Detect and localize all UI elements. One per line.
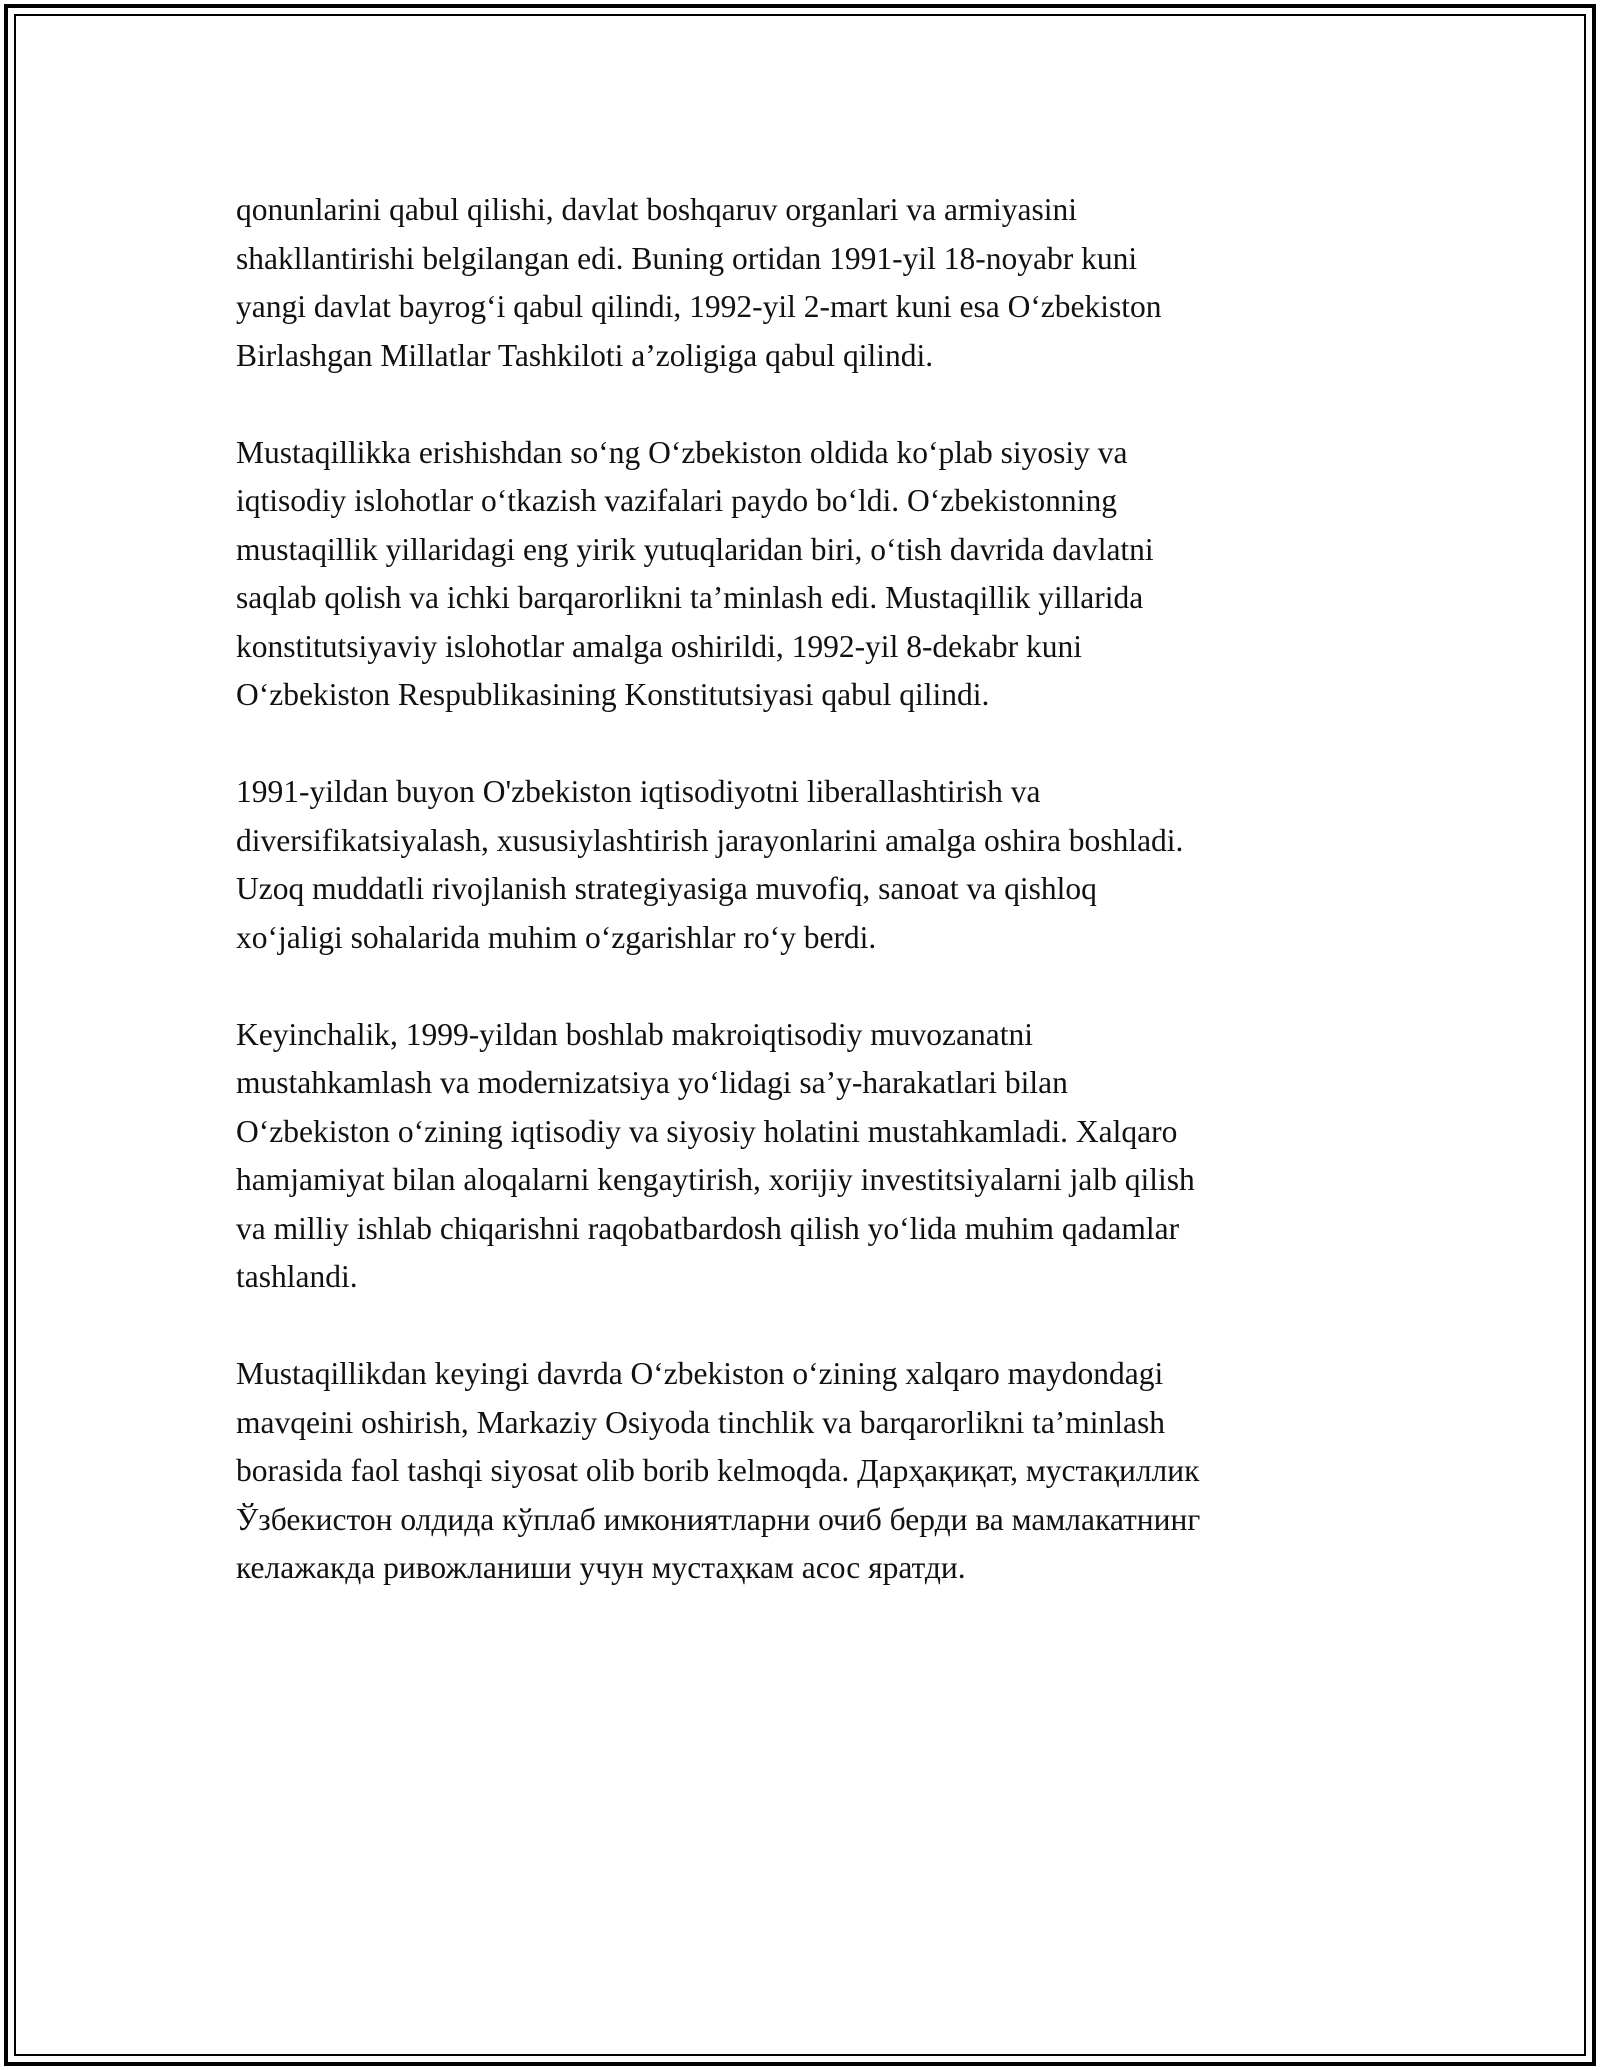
paragraph-5: Mustaqillikdan keyingi davrda O‘zbekiston o‘zining xalqaro maydondagi mavqeini oshirish, Markaziy Osiyoda tinchlik va barqarorlikni ta’minlash borasida faol tashqi siyosat olib borib kelmoqda. Дарҳақиқат, мустақиллик Ўзбекистон олдида кўплаб имкониятларни очиб берди ва мамлакатнинг келажакда ривожланиши учун мустаҳкам асос яратди. — [236, 1356, 1201, 1585]
document-body — [236, 186, 1376, 1593]
paragraph-4: Keyinchalik, 1999-yildan boshlab makroiqtisodiy muvozanatni mustahkamlash va modernizatsiya yo‘lidagi sa’y-harakatlari bilan O‘zbekiston o‘zining iqtisodiy va siyosiy holatini mustahkamladi. Xalqaro hamjamiyat bilan aloqalarni kengaytirish, xorijiy investitsiyalarni jalb qilish va milliy ishlab chiqarishni raqobatbardosh qilish yo‘lida muhim qadamlar tashlandi. — [236, 1016, 1195, 1294]
paragraph-1: qonunlarini qabul qilishi, davlat boshqaruv organlari va armiyasini shakllantirishi belgilangan edi. Buning ortidan 1991-yil 18-noyabr kuni yangi davlat bayrog‘i qabul qilindi, 1992-yil 2-mart kuni esa O‘zbekiston Birlashgan Millatlar Tashkiloti a’zoligiga qabul qilindi. — [236, 192, 1162, 373]
paragraph-3: 1991-yildan buyon O'zbekiston iqtisodiyotni liberallashtirish va diversifikatsiyalash, xususiylashtirish jarayonlarini amalga oshira boshladi. Uzoq muddatli rivojlanish strategiyasiga muvofiq, sanoat va qishloq xo‘jaligi sohalarida muhim o‘zgarishlar ro‘y berdi. — [236, 774, 1184, 955]
paragraph-2: Mustaqillikka erishishdan so‘ng O‘zbekiston oldida ko‘plab siyosiy va iqtisodiy islohotlar o‘tkazish vazifalari paydo bo‘ldi. O‘zbekistonning mustaqillik yillaridagi eng yirik yutuqlaridan biri, o‘tish davrida davlatni saqlab qolish va ichki barqarorlikni ta’minlash edi. Mustaqillik yillarida konstitutsiyaviy islohotlar amalga oshirildi, 1992-yil 8-dekabr kuni O‘zbekiston Respublikasining Konstitutsiyasi qabul qilindi. — [236, 434, 1154, 712]
